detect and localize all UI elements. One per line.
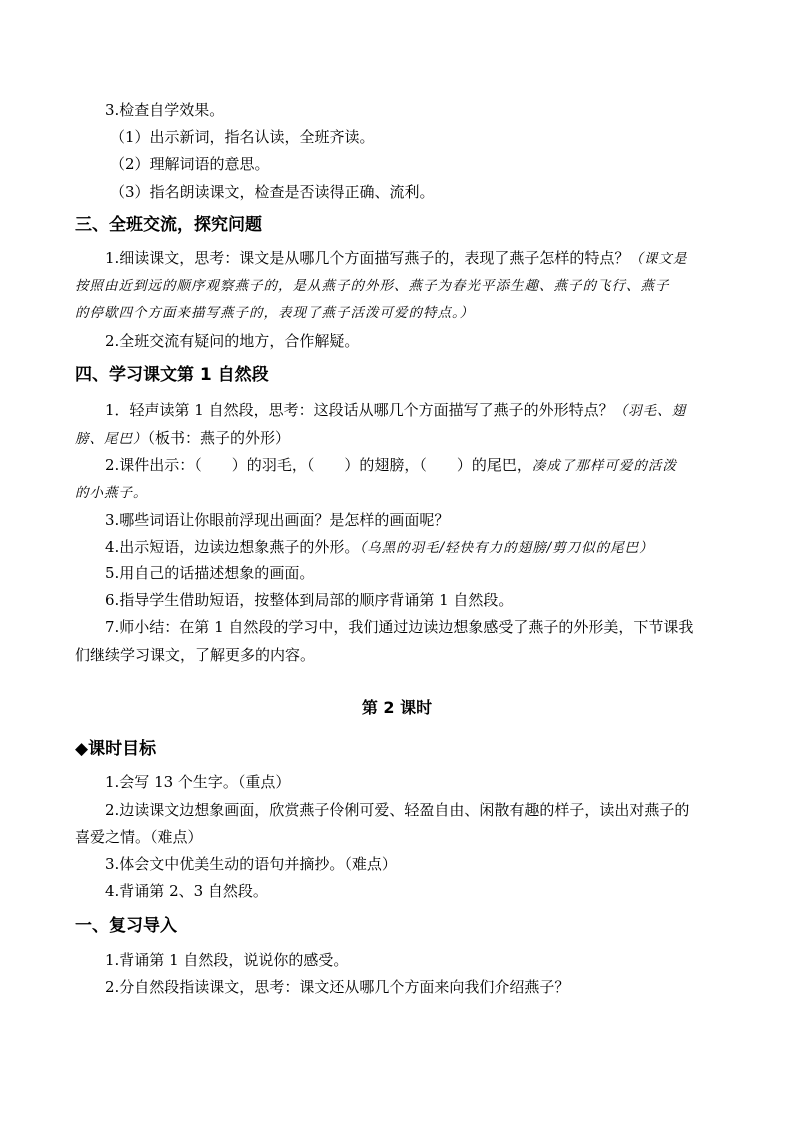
section-4-item-4 — [105, 537, 720, 558]
goals-heading: ◆课时目标 — [75, 739, 157, 759]
section-4-item-5: 5.用自己的话描述想象的画面。 — [105, 564, 315, 582]
section-3-item-1-answer-line-3: 的停歇四个方面来描写燕子的，表现了燕子活泼可爱的特点。） — [75, 305, 475, 321]
section-4-item-2 — [105, 455, 720, 476]
section-4-item-2-line-2: 的小燕子。 — [75, 485, 148, 501]
section-3-item-1-question: 1.细读课文，思考：课文是从哪几个方面描写燕子的，表现了燕子怎样的特点？ — [105, 249, 630, 267]
step-3-check: 3.检查自学效果。 — [105, 101, 225, 119]
section-3-heading: 三、全班交流，探究问题 — [75, 215, 262, 235]
section-4-item-1-line-2 — [75, 428, 720, 449]
step-3-item-2: （2）理解词语的意思。 — [110, 155, 270, 173]
section-3-item-1-answer-start: （课文是 — [629, 251, 688, 267]
goal-1: 1.会写 13 个生字。（重点） — [105, 773, 291, 791]
section-4-heading: 四、学习课文第 1 自然段 — [75, 365, 269, 385]
lesson-2-title: 第 2 课时 — [361, 698, 433, 717]
section-3-item-1 — [105, 248, 720, 269]
section-4-item-6: 6.指导学生借助短语，按整体到局部的顺序背诵第 1 自然段。 — [105, 591, 514, 609]
review-item-2: 2.分自然段指读课文，思考：课文还从哪几个方面来向我们介绍燕子？ — [105, 978, 570, 996]
step-3-item-1: （1）出示新词，指名认读，全班齐读。 — [110, 128, 375, 146]
section-4-item-4-phrases: （乌黑的羽毛/轻快有力的翅膀/剪刀似的尾巴） — [359, 540, 654, 556]
goal-2: 2.边读课文边想象画面，欣赏燕子伶俐可爱、轻盈自由、闲散有趣的样子，读出对燕子的 — [105, 801, 690, 819]
section-4-item-7: 7.师小结：在第 1 自然段的学习中，我们通过边读边想象感受了燕子的外形美，下节课我 — [105, 618, 694, 636]
goal-4: 4.背诵第 2、3 自然段。 — [105, 882, 268, 900]
review-heading: 一、复习导入 — [75, 916, 177, 936]
section-4-item-1-answer-end: 膀、尾巴） — [75, 431, 148, 447]
section-4-item-2-prompt: 2.课件出示：（ ）的羽毛，（ ）的翅膀，（ ）的尾巴， — [105, 456, 532, 474]
section-4-item-3: 3.哪些词语让你眼前浮现出画面？是怎样的画面呢？ — [105, 511, 450, 529]
section-3-item-1-answer-line-2: 按照由近到远的顺序观察燕子的，是从燕子的外形、燕子为春光平添生趣、燕子的飞行、燕子 — [75, 278, 670, 294]
goal-2-line-2: 喜爱之情。（难点） — [75, 828, 203, 846]
section-4-item-1 — [105, 400, 720, 421]
review-item-1: 1.背诵第 1 自然段，说说你的感受。 — [105, 951, 349, 969]
step-3-item-3: （3）指名朗读课文，检查是否读得正确、流利。 — [110, 183, 435, 201]
section-4-item-4-text: 4.出示短语，边读边想象燕子的外形。 — [105, 538, 360, 556]
section-3-item-2: 2.全班交流有疑问的地方，合作解疑。 — [105, 332, 360, 350]
section-4-item-7-line-2: 们继续学习课文，了解更多的内容。 — [75, 646, 316, 664]
section-4-item-1-answer-start: （羽毛、翅 — [613, 403, 687, 419]
section-4-item-1-question: 1．轻声读第 1 自然段，思考：这段话从哪几个方面描写了燕子的外形特点？ — [105, 401, 614, 419]
section-4-item-2-prompt-end: 凑成了那样可爱的活泼 — [531, 458, 677, 474]
goal-3: 3.体会文中优美生动的语句并摘抄。（难点） — [105, 855, 397, 873]
section-4-item-1-board-note: （板书：燕子的外形） — [147, 429, 291, 447]
